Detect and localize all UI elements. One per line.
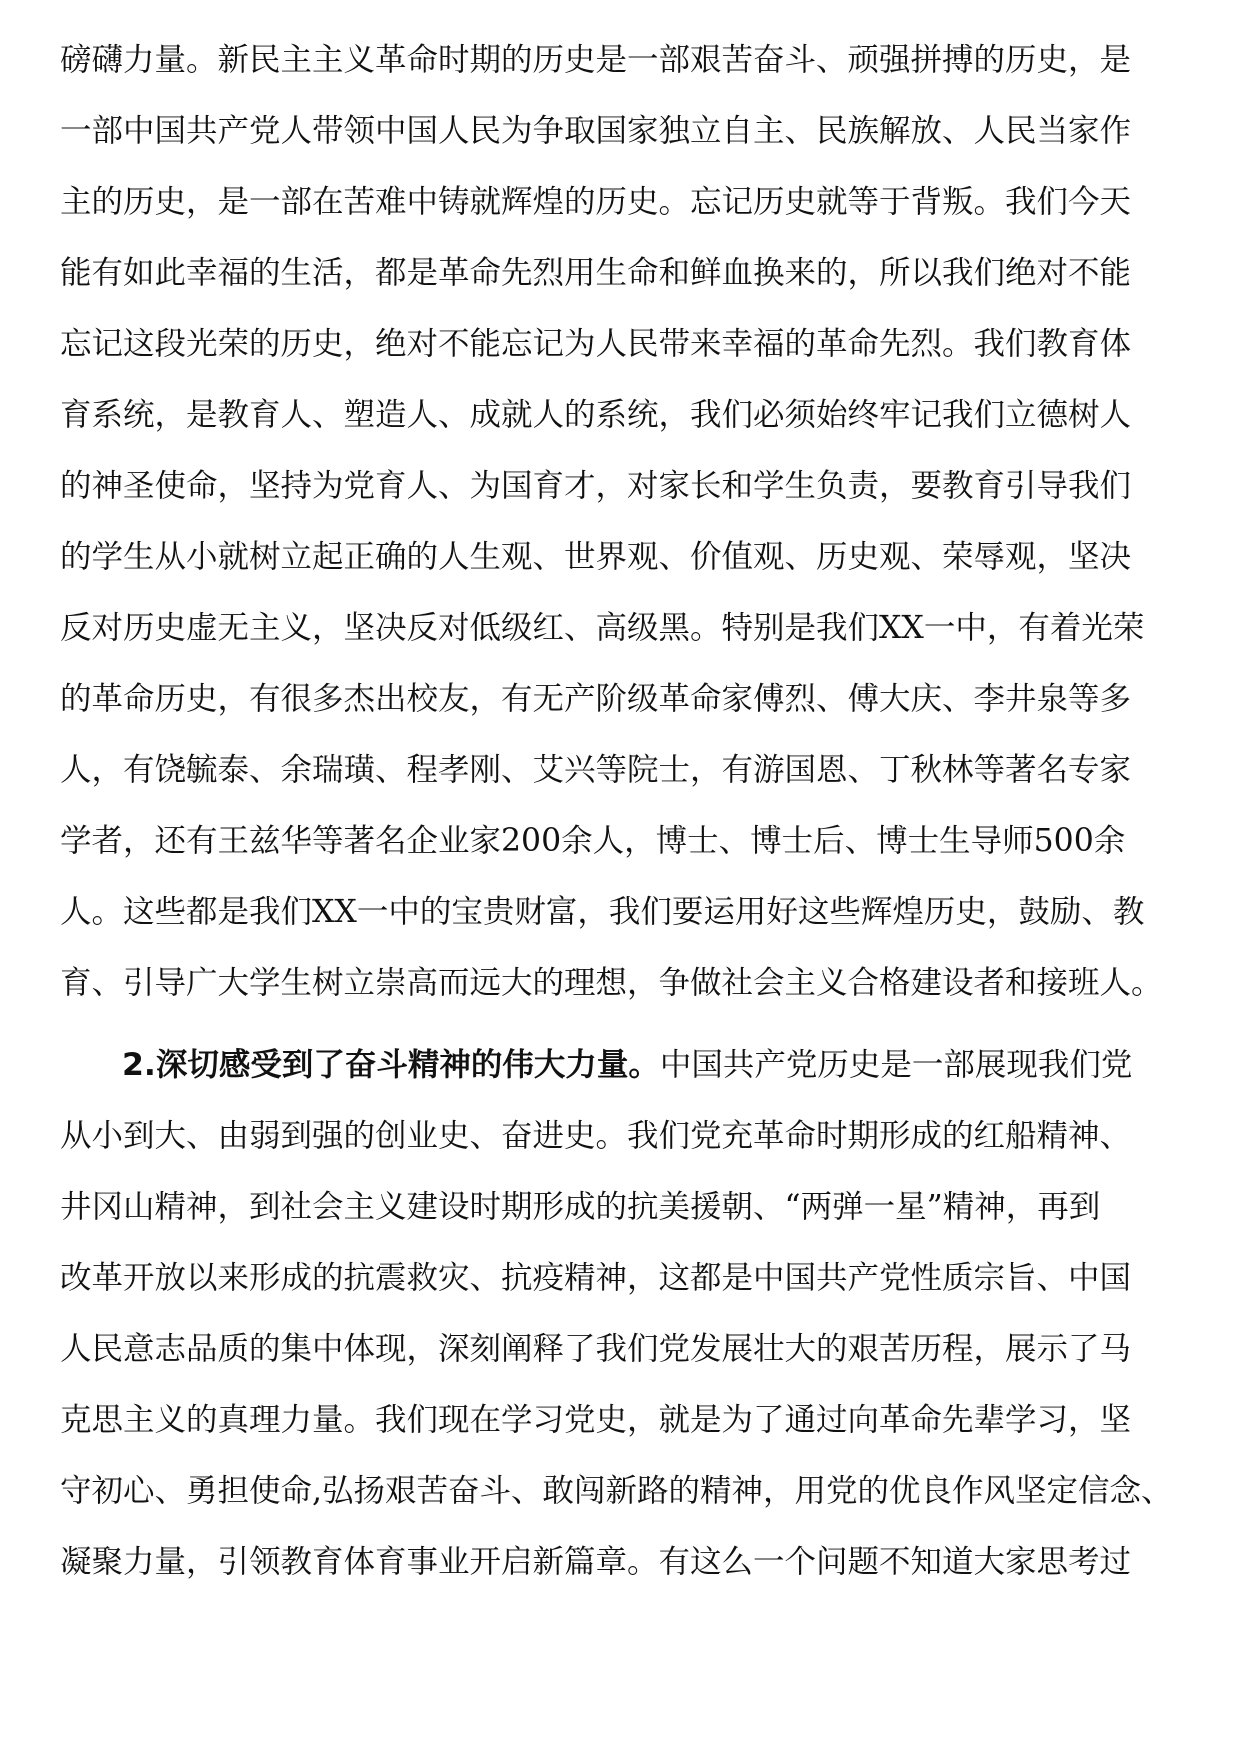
- text-line: [122, 1045, 1190, 1085]
- text-line: 的革命历史，有很多杰出校友，有无产阶级革命家傅烈、傅大庆、李井泉等多: [60, 681, 1132, 717]
- text-line: 改革开放以来形成的抗震救灾、抗疫精神，这都是中国共产党性质宗旨、中国: [60, 1260, 1132, 1296]
- text-line: 人民意志品质的集中体现，深刻阐释了我们党发展壮大的艰苦历程，展示了马: [60, 1331, 1132, 1367]
- text-line: 井冈山精神，到社会主义建设时期形成的抗美援朝、“两弹一星”精神，再到: [60, 1189, 1101, 1225]
- text-line: 人。这些都是我们XX一中的宝贵财富，我们要运用好这些辉煌历史，鼓励、教: [60, 894, 1145, 930]
- text-line: 育、引导广大学生树立崇高而远大的理想，争做社会主义合格建设者和接班人。: [60, 965, 1163, 1001]
- text-line: 克思主义的真理力量。我们现在学习党史，就是为了通过向革命先辈学习，坚: [60, 1402, 1132, 1438]
- text-line: 反对历史虚无主义，坚决反对低级红、高级黑。特别是我们XX一中，有着光荣: [60, 610, 1145, 646]
- text-line: 人，有饶毓泰、余瑞璜、程孝刚、艾兴等院士，有游国恩、丁秋林等著名专家: [60, 752, 1132, 788]
- text-line: 忘记这段光荣的历史，绝对不能忘记为人民带来幸福的革命先烈。我们教育体: [60, 326, 1132, 362]
- text-line: 的学生从小就树立起正确的人生观、世界观、价值观、历史观、荣辱观，坚决: [60, 539, 1132, 575]
- text-line: 守初心、勇担使命,弘扬艰苦奋斗、敢闯新路的精神，用党的优良作风坚定信念、: [60, 1473, 1173, 1509]
- text-line: 能有如此幸福的生活，都是革命先烈用生命和鲜血换来的，所以我们绝对不能: [60, 255, 1132, 291]
- heading-continuation: 中国共产党历史是一部展现我们党: [659, 1047, 1133, 1083]
- text-line: 育系统，是教育人、塑造人、成就人的系统，我们必须始终牢记我们立德树人: [60, 397, 1132, 433]
- text-line: 凝聚力量，引领教育体育事业开启新篇章。有这么一个问题不知道大家思考过: [60, 1544, 1132, 1580]
- text-line: 从小到大、由弱到强的创业史、奋进史。我们党充革命时期形成的红船精神、: [60, 1118, 1132, 1154]
- text-line: 一部中国共产党人带领中国人民为争取国家独立自主、民族解放、人民当家作: [60, 113, 1132, 149]
- text-line: 磅礴力量。新民主主义革命时期的历史是一部艰苦奋斗、顽强拼搏的历史，是: [60, 42, 1132, 78]
- text-line: 主的历史，是一部在苦难中铸就辉煌的历史。忘记历史就等于背叛。我们今天: [60, 184, 1132, 220]
- text-line: 学者，还有王兹华等著名企业家200余人，博士、博士后、博士生导师500余: [60, 823, 1126, 859]
- section-heading: 2.深切感受到了奋斗精神的伟大力量。: [122, 1047, 660, 1083]
- text-line: 的神圣使命，坚持为党育人、为国育才，对家长和学生负责，要教育引导我们: [60, 468, 1132, 504]
